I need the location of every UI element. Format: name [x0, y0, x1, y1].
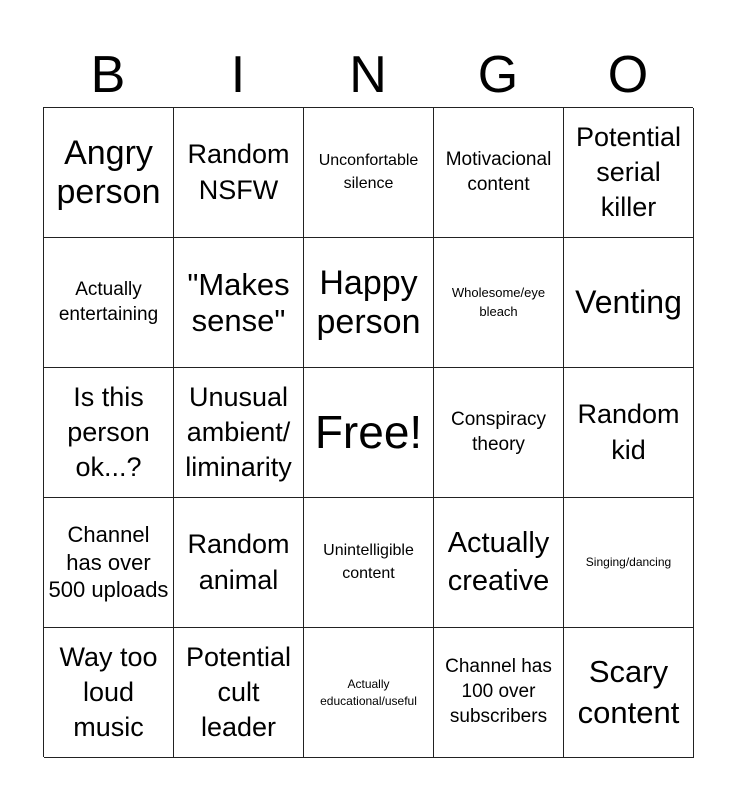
- bingo-cell[interactable]: [44, 628, 174, 758]
- cell-text: Random kid: [577, 399, 680, 465]
- bingo-cell[interactable]: [174, 238, 304, 368]
- cell-text: Channel has 100 over subscribers: [445, 656, 552, 727]
- cell-text: Motivacional content: [445, 148, 552, 195]
- cell-text: Actually creative: [447, 526, 550, 597]
- header-letter-o: O: [607, 46, 649, 104]
- cell-text: Channel has over 500 uploads: [48, 522, 169, 603]
- cell-text: Way too loud music: [59, 641, 158, 743]
- bingo-cell[interactable]: [44, 238, 174, 368]
- bingo-cell[interactable]: [174, 368, 304, 498]
- bingo-cell[interactable]: [564, 628, 694, 758]
- free-space-cell[interactable]: [304, 368, 434, 498]
- bingo-cell[interactable]: [174, 498, 304, 628]
- cell-text: "Makes sense": [187, 267, 290, 338]
- bingo-cell[interactable]: [44, 368, 174, 498]
- cell-text: Is this person ok...?: [67, 381, 150, 483]
- bingo-cell[interactable]: [174, 108, 304, 238]
- cell-text: Unusual ambient/ liminarity: [185, 381, 292, 483]
- cell-text: Happy person: [316, 264, 421, 341]
- bingo-cell[interactable]: [564, 368, 694, 498]
- header-letter-g: G: [477, 46, 519, 104]
- bingo-cell[interactable]: [564, 238, 694, 368]
- cell-text: Wholesome/eye bleach: [451, 284, 546, 319]
- bingo-cell[interactable]: [434, 498, 564, 628]
- bingo-cell[interactable]: [434, 238, 564, 368]
- cell-text: Scary content: [577, 654, 680, 730]
- header-letter-n: N: [349, 46, 387, 104]
- bingo-grid: [43, 107, 693, 757]
- cell-text: Angry person: [56, 134, 161, 211]
- bingo-cell[interactable]: [434, 108, 564, 238]
- cell-text: Conspiracy theory: [450, 408, 547, 455]
- bingo-cell[interactable]: [304, 498, 434, 628]
- bingo-cell[interactable]: [44, 498, 174, 628]
- cell-text: Actually entertaining: [58, 278, 159, 325]
- cell-text: Random NSFW: [187, 139, 290, 205]
- bingo-cell[interactable]: [434, 628, 564, 758]
- bingo-cell[interactable]: [564, 108, 694, 238]
- cell-text: Unintelligible content: [323, 542, 414, 582]
- bingo-cell[interactable]: [44, 108, 174, 238]
- bingo-cell[interactable]: [304, 238, 434, 368]
- cell-text: Potential serial killer: [575, 121, 682, 223]
- cell-text: Venting: [575, 284, 682, 321]
- bingo-header: [43, 42, 693, 108]
- bingo-cell[interactable]: [304, 108, 434, 238]
- cell-text: Random animal: [187, 529, 290, 595]
- header-letter-b: B: [90, 46, 126, 104]
- cell-text: Free!: [314, 406, 423, 459]
- cell-text: Unconfortable silence: [318, 152, 419, 192]
- cell-text: Actually educational/useful: [320, 676, 417, 708]
- bingo-cell[interactable]: [434, 368, 564, 498]
- bingo-cell[interactable]: [174, 628, 304, 758]
- cell-text: Singing/dancing: [585, 555, 672, 570]
- header-letter-i: I: [230, 46, 246, 104]
- bingo-cell[interactable]: [564, 498, 694, 628]
- cell-text: Potential cult leader: [185, 641, 292, 743]
- bingo-cell[interactable]: [304, 628, 434, 758]
